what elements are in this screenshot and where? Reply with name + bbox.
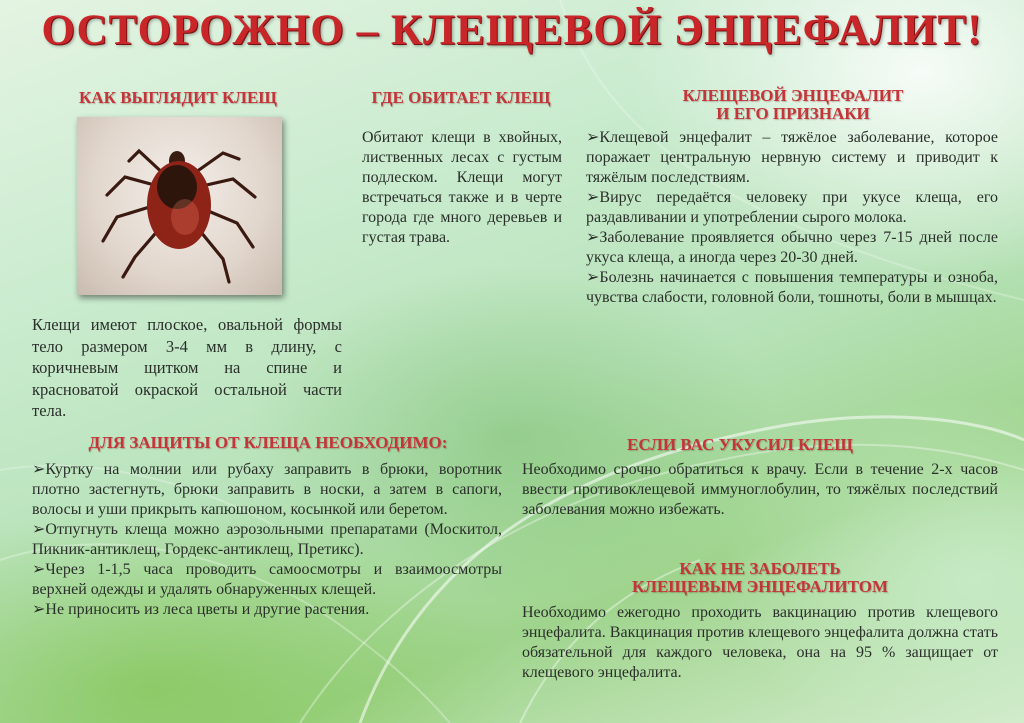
list-item: ➢Через 1-1,5 часа проводить самоосмотры и взаимоосмотры верхней одежды и удалять обнаруженных клещей. [32, 561, 502, 598]
list-item: ➢Заболевание проявляется обычно через 7-15 дней после укуса клеща, а иногда через 20-30 дней. [586, 229, 998, 266]
tick-icon [77, 117, 282, 295]
bitten-heading: ЕСЛИ ВАС УКУСИЛ КЛЕЩ [627, 435, 853, 454]
habitat-text: Обитают клещи в хвойных, лиственных лесах с густым подлеском. Клещи могут встречаться также и в черте города где много деревьев и густая трава. [362, 129, 562, 246]
symptoms-heading-line2: И ЕГО ПРИЗНАКИ [716, 104, 870, 123]
list-item: ➢Куртку на молнии или рубаху заправить в брюки, воротник плотно застегнуть, брюки заправить в носки, а затем в сапоги, волосы и уши прикрыть капюшоном, косынкой или беретом. [32, 461, 502, 518]
bullet-icon: ➢ [586, 269, 600, 286]
bullet-icon: ➢ [32, 461, 46, 478]
list-item: ➢Вирус передаётся человеку при укусе клеща, его раздавливании и употреблении сырого молока. [586, 189, 998, 226]
list-item: ➢Отпугнуть клеща можно аэрозольными препаратами (Москитол, Пикник-антиклещ, Гордекс-антиклещ, Претикс). [32, 521, 502, 558]
bullet-icon: ➢ [32, 601, 46, 618]
bitten-text: Необходимо срочно обратиться к врачу. Если в течение 2-х часов ввести противоклещевой иммуноглобулин, то тяжёлых последствий заболевания можно избежать. [522, 461, 998, 518]
protection-list [32, 460, 502, 620]
prevention-heading-line2: КЛЕЩЕВЫМ ЭНЦЕФАЛИТОМ [631, 577, 889, 596]
symptoms-list [586, 128, 998, 308]
prevention-text: Необходимо ежегодно проходить вакцинацию против клещевого энцефалита. Вакцинация против клещевого энцефалита должна стать обязательной для каждого человека, она на 95 % защищает от клещевого энцефалита. [522, 604, 998, 681]
tick-photo [77, 117, 282, 295]
appearance-heading: КАК ВЫГЛЯДИТ КЛЕЩ [79, 88, 277, 107]
prevention-heading-line1: КАК НЕ ЗАБОЛЕТЬ [679, 559, 841, 578]
bullet-icon: ➢ [586, 129, 600, 146]
bullet-icon: ➢ [32, 521, 46, 538]
appearance-text: Клещи имеют плоское, овальной формы тело размером 3-4 мм в длину, с коричневым щитком на спине и красноватой окраской остальной части тела. [32, 315, 342, 420]
bullet-icon: ➢ [586, 229, 600, 246]
symptoms-heading-line1: КЛЕЩЕВОЙ ЭНЦЕФАЛИТ [682, 86, 904, 105]
prevention-heading [560, 560, 960, 596]
bullet-icon: ➢ [32, 561, 46, 578]
list-item: ➢Клещевой энцефалит – тяжёлое заболевание, которое поражает центральную нервную систему и приводит к тяжёлым последствиям. [586, 129, 998, 186]
page-title: ОСТОРОЖНО – КЛЕЩЕВОЙ ЭНЦЕФАЛИТ! [41, 7, 983, 54]
bullet-icon: ➢ [586, 189, 600, 206]
habitat-heading: ГДЕ ОБИТАЕТ КЛЕЩ [371, 88, 551, 107]
list-item: ➢Болезнь начинается с повышения температуры и озноба, чувства слабости, головной боли, тошноты, боли в мышцах. [586, 269, 998, 306]
symptoms-heading [588, 87, 998, 123]
protection-heading: ДЛЯ ЗАЩИТЫ ОТ КЛЕЩА НЕОБХОДИМО: [88, 433, 448, 452]
list-item: ➢Не приносить из леса цветы и другие растения. [32, 601, 370, 618]
